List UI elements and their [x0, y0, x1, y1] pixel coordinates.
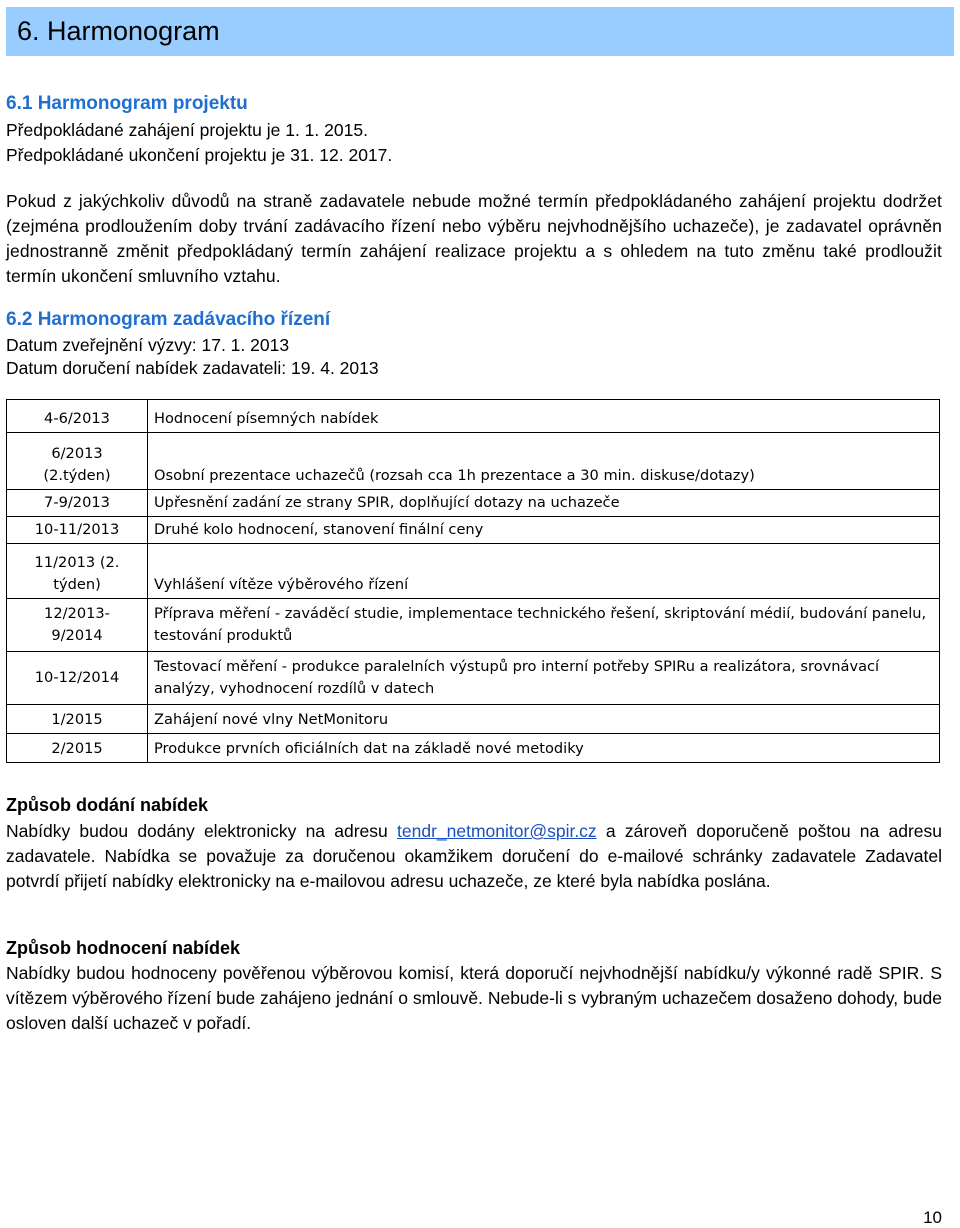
table-row [7, 433, 940, 490]
period-cell: 1/2015 [7, 705, 148, 734]
chapter-heading-bar [6, 7, 954, 56]
table-row [7, 400, 940, 433]
evaluation-method-paragraph: Nabídky budou hodnoceny pověřenou výběrovou komisí, která doporučí nejvhodnější nabídku/y výkonné radě SPIR. S vítězem výběrového řízení bude zahájeno jednání o smlouvě. Nebude-li s vybraným uchazečem dosaženo dohody, bude osloven další uchazeč v pořadí. [6, 963, 942, 1033]
project-start-line: Předpokládané zahájení projektu je 1. 1. 2015. [6, 120, 368, 140]
activity-cell: Upřesnění zadání ze strany SPIR, doplňující dotazy na uchazeče [148, 490, 940, 517]
period-cell: 2/2015 [7, 734, 148, 763]
period-cell: 6/2013 (2.týden) [7, 433, 148, 490]
period-cell: 4-6/2013 [7, 400, 148, 433]
table-row [7, 705, 940, 734]
section-6-2-title: 6.2 Harmonogram zadávacího řízení [6, 309, 331, 330]
table-row [7, 599, 940, 652]
activity-cell: Vyhlášení vítěze výběrového řízení [148, 544, 940, 599]
schedule-change-paragraph: Pokud z jakýchkoliv důvodů na straně zadavatele nebude možné termín předpokládaného zahájení projektu dodržet (zejména prodloužením doby trvání zadávacího řízení nebo výběru nejvhodnějšího uchazeče), je zadavatel oprávněn jednostranně změnit předpokládaný termín zahájení realizace projektu a s ohledem na tuto změnu také prodloužit termín ukončení smluvního vztahu. [6, 191, 942, 286]
project-end-line: Předpokládané ukončení projektu je 31. 12. 2017. [6, 145, 393, 165]
period-cell: 11/2013 (2. týden) [7, 544, 148, 599]
table-row [7, 734, 940, 763]
page-number: 10 [923, 1208, 942, 1227]
activity-cell: Hodnocení písemných nabídek [148, 400, 940, 433]
evaluation-method-title: Způsob hodnocení nabídek [6, 938, 240, 958]
activity-cell: Příprava měření - zaváděcí studie, implementace technického řešení, skriptování médií, budování panelu, testování produktů [148, 599, 940, 652]
delivery-text-after: a zároveň doporučeně poštou na adresu zadavatele. Nabídka se považuje za doručenou okamžikem doručení do e-mailové schránky zadavatele Zadavatel potvrdí přijetí nabídky elektronicky na e-mailovou adresu uchazeče, ze které byla nabídka poslána. [6, 821, 942, 891]
section-6-1-title: 6.1 Harmonogram projektu [6, 93, 248, 114]
table-row [7, 517, 940, 544]
table-row [7, 652, 940, 705]
schedule-table [6, 399, 940, 763]
activity-cell: Druhé kolo hodnocení, stanovení finální ceny [148, 517, 940, 544]
delivery-text-before: Nabídky budou dodány elektronicky na adresu [6, 821, 398, 841]
chapter-heading: 6. Harmonogram [17, 16, 220, 46]
period-cell: 12/2013-9/2014 [7, 599, 148, 652]
table-row [7, 544, 940, 599]
publish-date-line: Datum zveřejnění výzvy: 17. 1. 2013 [6, 335, 290, 355]
period-cell: 10-12/2014 [7, 652, 148, 705]
table-row [7, 490, 940, 517]
delivery-method-paragraph [6, 819, 942, 894]
activity-cell: Testovací měření - produkce paralelních výstupů pro interní potřeby SPIRu a realizátora, srovnávací analýzy, vyhodnocení rozdílů v datech [148, 652, 940, 705]
period-cell: 10-11/2013 [7, 517, 148, 544]
activity-cell: Zahájení nové vlny NetMonitoru [148, 705, 940, 734]
activity-cell: Produkce prvních oficiálních dat na základě nové metodiky [148, 734, 940, 763]
delivery-method-title: Způsob dodání nabídek [6, 795, 208, 815]
period-cell: 7-9/2013 [7, 490, 148, 517]
email-link[interactable]: tendr_netmonitor@spir.cz [397, 821, 597, 841]
delivery-date-line: Datum doručení nabídek zadavateli: 19. 4. 2013 [6, 358, 379, 378]
activity-cell: Osobní prezentace uchazečů (rozsah cca 1h prezentace a 30 min. diskuse/dotazy) [148, 433, 940, 490]
